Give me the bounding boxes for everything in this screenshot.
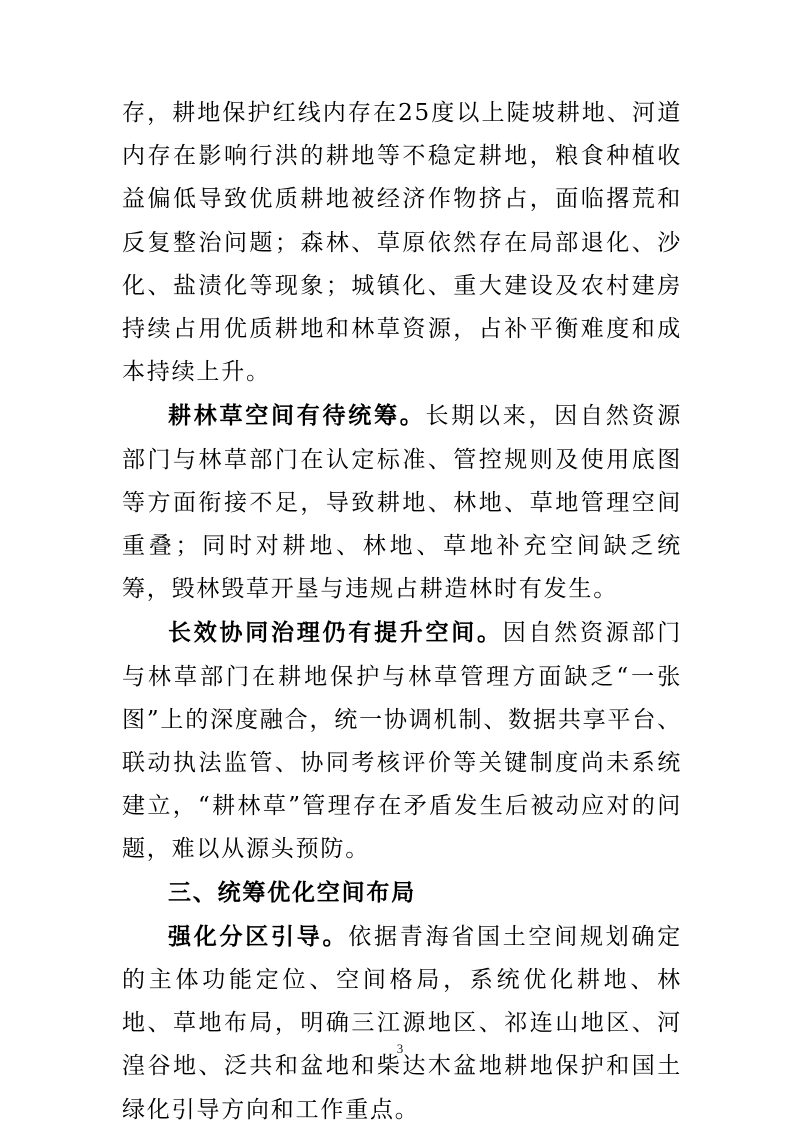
- paragraph-zoning: [122, 915, 682, 1132]
- section-heading: 三、统筹优化空间布局: [168, 879, 416, 906]
- paragraph-coordination: [122, 394, 682, 611]
- page-number: 3: [396, 1041, 404, 1056]
- paragraph-text: 存，耕地保护红线内存在25度以上陡坡耕地、河道内存在影响行洪的耕地等不稳定耕地，粮食种植收益偏低导致优质耕地被经济作物挤占，面临撂荒和反复整治问题；森林、草原依然存在局部退化、沙化、盐渍化等现象；城镇化、重大建设及农村建房持续占用优质耕地和林草资源，占补平衡难度和成本持续上升。: [122, 100, 682, 386]
- paragraph-lead: 强化分区引导。: [168, 922, 349, 950]
- paragraph-text: 因自然资源部门与林草部门在耕地保护与林草管理方面缺乏“一张图”上的深度融合，统一协调机制、数据共享平台、联动执法监管、协同考核评价等关键制度尚未系统建立，“耕林草”管理存在矛盾发生后被动应对的问题，难以从源头预防。: [122, 620, 682, 863]
- paragraph-lead: 耕林草空间有待统筹。: [168, 402, 426, 430]
- paragraph-text: 长期以来，因自然资源部门与林草部门在认定标准、管控规则及使用底图等方面衔接不足，导致耕地、林地、草地管理空间重叠；同时对耕地、林地、草地补充空间缺乏统筹，毁林毁草开垦与违规占耕造林时有发生。: [122, 403, 683, 603]
- paragraph-lead: 长效协同治理仍有提升空间。: [168, 619, 503, 647]
- paragraph-continuation: [122, 92, 682, 394]
- paragraph-text: 依据青海省国土空间规划确定的主体功能定位、空间格局，系统优化耕地、林地、草地布局，明确三江源地区、祁连山地区、河湟谷地、泛共和盆地和柴达木盆地耕地保护和国土绿化引导方向和工作重点。: [122, 923, 682, 1123]
- document-body: [122, 92, 682, 1132]
- paragraph-governance: [122, 611, 682, 871]
